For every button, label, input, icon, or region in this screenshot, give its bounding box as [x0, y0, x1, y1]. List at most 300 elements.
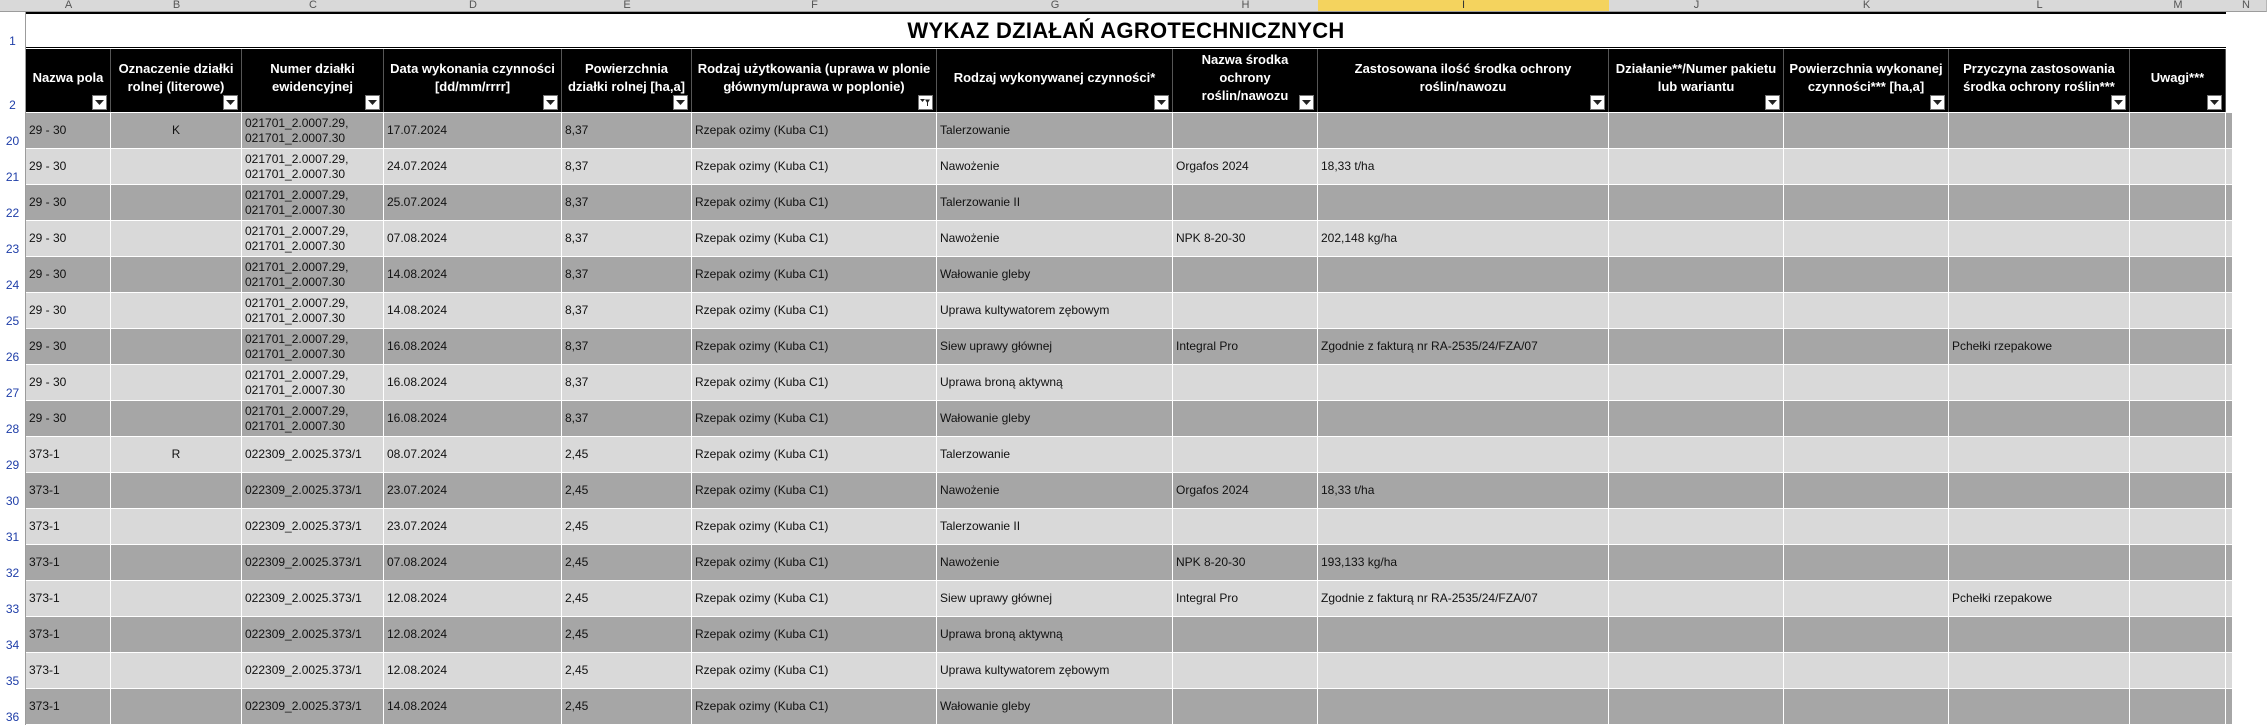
table-cell[interactable] [1949, 545, 2130, 581]
table-cell[interactable] [1609, 185, 1784, 221]
table-cell[interactable] [1949, 185, 2130, 221]
table-cell[interactable] [111, 545, 242, 581]
header-cell[interactable] [111, 49, 242, 112]
table-cell[interactable] [2130, 689, 2226, 725]
table-cell[interactable]: 022309_2.0025.373/1 [242, 509, 384, 545]
table-cell[interactable]: 021701_2.0007.29, 021701_2.0007.30 [242, 221, 384, 257]
table-cell[interactable]: 193,133 kg/ha [1318, 545, 1609, 581]
table-cell[interactable]: R [111, 437, 242, 473]
table-cell[interactable]: 8,37 [562, 149, 692, 185]
table-cell[interactable]: Uprawa broną aktywną [937, 617, 1173, 653]
filter-dropdown-icon[interactable] [223, 95, 238, 110]
table-cell[interactable]: Rzepak ozimy (Kuba C1) [692, 437, 937, 473]
table-cell[interactable] [1318, 509, 1609, 545]
table-cell[interactable] [1318, 653, 1609, 689]
table-cell[interactable]: 2,45 [562, 473, 692, 509]
table-cell[interactable]: 2,45 [562, 689, 692, 725]
table-cell[interactable] [1318, 617, 1609, 653]
table-cell[interactable]: 8,37 [562, 365, 692, 401]
table-cell[interactable]: 2,45 [562, 437, 692, 473]
table-cell[interactable]: Rzepak ozimy (Kuba C1) [692, 473, 937, 509]
filter-dropdown-icon[interactable] [673, 95, 688, 110]
table-cell[interactable] [1609, 653, 1784, 689]
table-cell[interactable]: 29 - 30 [26, 257, 111, 293]
table-cell[interactable] [1609, 149, 1784, 185]
table-cell[interactable]: Pchełki rzepakowe [1949, 329, 2130, 365]
table-cell[interactable] [111, 257, 242, 293]
table-cell[interactable] [1173, 617, 1318, 653]
table-cell[interactable]: 022309_2.0025.373/1 [242, 473, 384, 509]
table-cell[interactable]: 8,37 [562, 401, 692, 437]
table-cell[interactable] [2130, 113, 2226, 149]
table-cell[interactable]: 14.08.2024 [384, 689, 562, 725]
header-cell[interactable] [26, 49, 111, 112]
table-cell[interactable] [1784, 545, 1949, 581]
table-cell[interactable]: Nawożenie [937, 149, 1173, 185]
table-cell[interactable]: Siew uprawy głównej [937, 581, 1173, 617]
column-header-j[interactable]: J [1609, 0, 1785, 12]
table-cell-n[interactable] [2226, 149, 2233, 185]
column-header-h[interactable]: H [1173, 0, 1319, 12]
table-cell[interactable]: 8,37 [562, 257, 692, 293]
table-cell[interactable]: 07.08.2024 [384, 545, 562, 581]
table-cell[interactable]: 29 - 30 [26, 329, 111, 365]
table-cell[interactable] [1949, 365, 2130, 401]
table-cell[interactable]: Rzepak ozimy (Kuba C1) [692, 257, 937, 293]
table-cell[interactable]: 12.08.2024 [384, 581, 562, 617]
column-header-k[interactable]: K [1784, 0, 1950, 12]
table-cell[interactable] [1784, 509, 1949, 545]
table-cell[interactable]: 12.08.2024 [384, 653, 562, 689]
table-cell[interactable] [1784, 221, 1949, 257]
table-cell[interactable]: 021701_2.0007.29, 021701_2.0007.30 [242, 329, 384, 365]
table-cell[interactable]: Talerzowanie [937, 113, 1173, 149]
table-cell[interactable]: Wałowanie gleby [937, 257, 1173, 293]
table-cell[interactable] [1609, 617, 1784, 653]
table-cell[interactable] [111, 221, 242, 257]
table-cell[interactable]: Rzepak ozimy (Kuba C1) [692, 185, 937, 221]
row-header-23[interactable]: 23 [0, 221, 26, 257]
table-cell[interactable]: 12.08.2024 [384, 617, 562, 653]
table-cell[interactable]: Orgafos 2024 [1173, 473, 1318, 509]
table-cell[interactable]: Siew uprawy głównej [937, 329, 1173, 365]
table-cell[interactable]: Rzepak ozimy (Kuba C1) [692, 617, 937, 653]
table-cell[interactable] [1609, 257, 1784, 293]
filter-dropdown-icon[interactable] [2207, 95, 2222, 110]
table-cell[interactable] [1609, 221, 1784, 257]
row-header-22[interactable]: 22 [0, 185, 26, 221]
table-cell[interactable] [111, 653, 242, 689]
filter-dropdown-icon[interactable] [2111, 95, 2126, 110]
filter-dropdown-icon[interactable] [365, 95, 380, 110]
table-cell[interactable]: 021701_2.0007.29, 021701_2.0007.30 [242, 149, 384, 185]
table-cell-n[interactable] [2226, 329, 2233, 365]
table-cell[interactable]: 021701_2.0007.29, 021701_2.0007.30 [242, 185, 384, 221]
table-cell[interactable] [1609, 365, 1784, 401]
row-header-26[interactable]: 26 [0, 329, 26, 365]
header-cell[interactable] [2130, 49, 2226, 112]
table-cell[interactable] [1949, 293, 2130, 329]
table-cell[interactable]: Rzepak ozimy (Kuba C1) [692, 509, 937, 545]
table-cell[interactable] [111, 689, 242, 725]
table-cell[interactable] [2130, 365, 2226, 401]
table-cell[interactable] [1609, 473, 1784, 509]
table-cell[interactable] [1173, 365, 1318, 401]
table-cell[interactable]: Rzepak ozimy (Kuba C1) [692, 329, 937, 365]
table-cell[interactable]: 08.07.2024 [384, 437, 562, 473]
table-cell[interactable]: Rzepak ozimy (Kuba C1) [692, 149, 937, 185]
table-cell[interactable] [1173, 257, 1318, 293]
table-cell[interactable] [2130, 581, 2226, 617]
table-cell[interactable]: Rzepak ozimy (Kuba C1) [692, 581, 937, 617]
table-cell[interactable]: 16.08.2024 [384, 329, 562, 365]
table-cell[interactable]: Nawożenie [937, 473, 1173, 509]
table-cell[interactable] [2130, 401, 2226, 437]
table-cell[interactable] [1784, 689, 1949, 725]
table-cell[interactable]: 23.07.2024 [384, 509, 562, 545]
row-header-1[interactable]: 1 [0, 12, 26, 49]
column-header-c[interactable]: C [242, 0, 385, 12]
table-cell[interactable] [1949, 473, 2130, 509]
row-header-34[interactable]: 34 [0, 617, 26, 653]
column-header-b[interactable]: B [111, 0, 243, 12]
table-cell[interactable]: 23.07.2024 [384, 473, 562, 509]
table-cell[interactable] [1949, 401, 2130, 437]
table-cell[interactable]: 07.08.2024 [384, 221, 562, 257]
table-cell[interactable]: 373-1 [26, 617, 111, 653]
table-cell[interactable] [1609, 329, 1784, 365]
header-cell[interactable] [1318, 49, 1609, 112]
table-cell[interactable] [1784, 329, 1949, 365]
header-cell[interactable] [562, 49, 692, 112]
row-header-2[interactable]: 2 [0, 49, 26, 113]
table-cell[interactable]: K [111, 113, 242, 149]
table-cell[interactable] [111, 473, 242, 509]
filter-active-icon[interactable] [918, 95, 933, 110]
column-header-n[interactable]: N [2226, 0, 2267, 12]
row-header-25[interactable]: 25 [0, 293, 26, 329]
table-cell[interactable]: 373-1 [26, 689, 111, 725]
column-header-e[interactable]: E [562, 0, 693, 12]
table-cell-n[interactable] [2226, 401, 2233, 437]
table-cell[interactable]: Rzepak ozimy (Kuba C1) [692, 293, 937, 329]
table-cell[interactable]: 021701_2.0007.29, 021701_2.0007.30 [242, 293, 384, 329]
table-cell[interactable]: Rzepak ozimy (Kuba C1) [692, 545, 937, 581]
table-cell[interactable]: 022309_2.0025.373/1 [242, 653, 384, 689]
table-cell[interactable] [1949, 257, 2130, 293]
table-cell[interactable]: Rzepak ozimy (Kuba C1) [692, 653, 937, 689]
row-header-29[interactable]: 29 [0, 437, 26, 473]
table-cell[interactable] [111, 185, 242, 221]
table-cell[interactable]: Uprawa kultywatorem zębowym [937, 293, 1173, 329]
table-cell[interactable]: 373-1 [26, 653, 111, 689]
table-cell[interactable]: 24.07.2024 [384, 149, 562, 185]
table-cell[interactable]: Nawożenie [937, 545, 1173, 581]
table-cell[interactable] [2130, 509, 2226, 545]
table-cell[interactable]: 022309_2.0025.373/1 [242, 437, 384, 473]
table-cell[interactable]: Wałowanie gleby [937, 401, 1173, 437]
table-cell-n[interactable] [2226, 365, 2233, 401]
filter-dropdown-icon[interactable] [1765, 95, 1780, 110]
row-header-33[interactable]: 33 [0, 581, 26, 617]
header-cell[interactable] [1609, 49, 1784, 112]
row-header-31[interactable]: 31 [0, 509, 26, 545]
table-cell[interactable] [1784, 365, 1949, 401]
row-header-21[interactable]: 21 [0, 149, 26, 185]
table-cell[interactable] [1609, 689, 1784, 725]
table-cell-n[interactable] [2226, 617, 2233, 653]
table-cell-n[interactable] [2226, 653, 2233, 689]
table-cell[interactable] [2130, 329, 2226, 365]
table-cell[interactable] [2130, 257, 2226, 293]
table-cell[interactable]: 022309_2.0025.373/1 [242, 545, 384, 581]
table-cell[interactable] [1173, 689, 1318, 725]
table-cell[interactable]: Rzepak ozimy (Kuba C1) [692, 221, 937, 257]
table-cell[interactable] [1318, 257, 1609, 293]
header-cell[interactable] [1173, 49, 1318, 112]
table-cell[interactable]: 29 - 30 [26, 149, 111, 185]
table-cell[interactable]: 8,37 [562, 221, 692, 257]
table-cell[interactable] [2130, 185, 2226, 221]
table-cell[interactable]: Wałowanie gleby [937, 689, 1173, 725]
table-cell[interactable]: 022309_2.0025.373/1 [242, 689, 384, 725]
table-cell[interactable]: 2,45 [562, 581, 692, 617]
header-label: Data wykonania czynności [dd/mm/rrrr] [390, 60, 555, 94]
table-cell[interactable]: 022309_2.0025.373/1 [242, 617, 384, 653]
table-cell[interactable]: 16.08.2024 [384, 401, 562, 437]
header-cell[interactable] [937, 49, 1173, 112]
table-cell[interactable] [1318, 293, 1609, 329]
table-cell[interactable]: 16.08.2024 [384, 365, 562, 401]
table-cell[interactable] [1173, 401, 1318, 437]
table-cell[interactable] [1173, 293, 1318, 329]
table-cell[interactable] [1784, 437, 1949, 473]
row-header-35[interactable]: 35 [0, 653, 26, 689]
table-cell[interactable] [1609, 113, 1784, 149]
table-cell[interactable]: 8,37 [562, 113, 692, 149]
table-cell-n[interactable] [2226, 473, 2233, 509]
table-cell[interactable]: 373-1 [26, 545, 111, 581]
table-cell[interactable]: 8,37 [562, 185, 692, 221]
table-cell[interactable] [1609, 581, 1784, 617]
table-cell[interactable]: 373-1 [26, 509, 111, 545]
row-header-36[interactable]: 36 [0, 689, 26, 725]
table-cell[interactable]: 021701_2.0007.29, 021701_2.0007.30 [242, 257, 384, 293]
table-cell[interactable] [1318, 185, 1609, 221]
table-cell[interactable]: 2,45 [562, 617, 692, 653]
filter-dropdown-icon[interactable] [1590, 95, 1605, 110]
column-header-i[interactable]: I [1318, 0, 1610, 12]
column-header-d[interactable]: D [384, 0, 563, 12]
table-cell[interactable] [1609, 293, 1784, 329]
table-cell[interactable]: 021701_2.0007.29, 021701_2.0007.30 [242, 113, 384, 149]
table-cell[interactable] [111, 329, 242, 365]
row-header-30[interactable]: 30 [0, 473, 26, 509]
table-cell[interactable] [1318, 401, 1609, 437]
table-cell[interactable]: Integral Pro [1173, 329, 1318, 365]
table-cell[interactable] [111, 149, 242, 185]
table-cell[interactable] [1173, 185, 1318, 221]
table-cell[interactable] [1949, 617, 2130, 653]
table-cell[interactable] [1609, 401, 1784, 437]
table-cell[interactable]: NPK 8-20-30 [1173, 545, 1318, 581]
table-cell[interactable]: Zgodnie z fakturą nr RA-2535/24/FZA/07 [1318, 581, 1609, 617]
table-cell-n[interactable] [2226, 689, 2233, 725]
table-cell-n[interactable] [2226, 221, 2233, 257]
table-cell[interactable] [2130, 653, 2226, 689]
table-cell[interactable] [1784, 617, 1949, 653]
table-cell[interactable]: 18,33 t/ha [1318, 149, 1609, 185]
table-cell-n[interactable] [2226, 545, 2233, 581]
table-cell[interactable] [2130, 545, 2226, 581]
table-cell[interactable] [1949, 149, 2130, 185]
table-cell-n[interactable] [2226, 581, 2233, 617]
table-cell[interactable]: 373-1 [26, 473, 111, 509]
table-cell[interactable] [1949, 221, 2130, 257]
table-cell[interactable]: 202,148 kg/ha [1318, 221, 1609, 257]
table-cell[interactable]: Rzepak ozimy (Kuba C1) [692, 689, 937, 725]
table-cell[interactable]: Rzepak ozimy (Kuba C1) [692, 113, 937, 149]
table-cell[interactable]: 29 - 30 [26, 113, 111, 149]
header-cell[interactable] [384, 49, 562, 112]
table-cell-n[interactable] [2226, 509, 2233, 545]
table-cell[interactable]: Zgodnie z fakturą nr RA-2535/24/FZA/07 [1318, 329, 1609, 365]
table-cell[interactable]: NPK 8-20-30 [1173, 221, 1318, 257]
table-cell[interactable]: 8,37 [562, 329, 692, 365]
table-cell[interactable] [111, 617, 242, 653]
table-cell[interactable]: 14.08.2024 [384, 257, 562, 293]
table-cell[interactable]: 373-1 [26, 581, 111, 617]
filter-dropdown-icon[interactable] [1299, 95, 1314, 110]
header-cell[interactable] [692, 49, 937, 112]
table-cell[interactable]: Talerzowanie [937, 437, 1173, 473]
table-cell[interactable]: 373-1 [26, 437, 111, 473]
row-header-27[interactable]: 27 [0, 365, 26, 401]
table-cell[interactable]: 14.08.2024 [384, 293, 562, 329]
table-cell[interactable]: 2,45 [562, 545, 692, 581]
table-cell[interactable] [1949, 509, 2130, 545]
table-cell[interactable] [1784, 113, 1949, 149]
table-cell[interactable] [1173, 437, 1318, 473]
table-cell[interactable] [1609, 437, 1784, 473]
table-cell-n[interactable] [2226, 185, 2233, 221]
table-cell[interactable] [1173, 509, 1318, 545]
table-cell[interactable] [111, 401, 242, 437]
table-cell[interactable]: 29 - 30 [26, 401, 111, 437]
table-cell[interactable] [1609, 509, 1784, 545]
table-cell[interactable] [1609, 545, 1784, 581]
table-cell[interactable] [2130, 293, 2226, 329]
column-header-a[interactable]: A [26, 0, 112, 12]
table-cell[interactable]: 29 - 30 [26, 221, 111, 257]
table-cell[interactable]: Pchełki rzepakowe [1949, 581, 2130, 617]
table-cell[interactable] [111, 365, 242, 401]
table-cell[interactable] [1173, 113, 1318, 149]
row-header-28[interactable]: 28 [0, 401, 26, 437]
table-cell[interactable] [1318, 437, 1609, 473]
table-cell[interactable]: 021701_2.0007.29, 021701_2.0007.30 [242, 401, 384, 437]
table-cell[interactable] [2130, 473, 2226, 509]
header-cell[interactable] [1949, 49, 2130, 112]
table-cell-n[interactable] [2226, 293, 2233, 329]
table-cell[interactable]: Nawożenie [937, 221, 1173, 257]
table-cell[interactable]: 29 - 30 [26, 365, 111, 401]
table-cell[interactable] [1318, 689, 1609, 725]
table-cell[interactable]: 29 - 30 [26, 293, 111, 329]
table-cell[interactable] [2130, 437, 2226, 473]
table-cell[interactable] [1784, 653, 1949, 689]
table-cell[interactable]: 17.07.2024 [384, 113, 562, 149]
table-cell[interactable] [1784, 293, 1949, 329]
select-all-corner[interactable] [0, 0, 27, 12]
table-cell[interactable] [1318, 113, 1609, 149]
table-cell[interactable] [1318, 365, 1609, 401]
table-cell[interactable]: Uprawa broną aktywną [937, 365, 1173, 401]
table-cell[interactable] [1784, 581, 1949, 617]
filter-dropdown-icon[interactable] [92, 95, 107, 110]
filter-dropdown-icon[interactable] [1930, 95, 1945, 110]
table-cell[interactable] [1949, 653, 2130, 689]
table-cell[interactable] [111, 509, 242, 545]
table-cell[interactable] [1784, 257, 1949, 293]
table-cell[interactable]: Rzepak ozimy (Kuba C1) [692, 401, 937, 437]
table-cell[interactable]: 022309_2.0025.373/1 [242, 581, 384, 617]
table-cell[interactable] [1784, 401, 1949, 437]
table-cell[interactable]: Rzepak ozimy (Kuba C1) [692, 365, 937, 401]
table-cell[interactable]: 021701_2.0007.29, 021701_2.0007.30 [242, 365, 384, 401]
table-cell[interactable]: 2,45 [562, 653, 692, 689]
table-cell[interactable] [1949, 113, 2130, 149]
table-cell[interactable]: 25.07.2024 [384, 185, 562, 221]
table-cell[interactable] [111, 581, 242, 617]
table-cell[interactable]: 18,33 t/ha [1318, 473, 1609, 509]
row-header-20[interactable]: 20 [0, 113, 26, 149]
table-cell[interactable]: 8,37 [562, 293, 692, 329]
table-cell[interactable] [2130, 149, 2226, 185]
table-cell[interactable]: 2,45 [562, 509, 692, 545]
filter-dropdown-icon[interactable] [1154, 95, 1169, 110]
table-cell[interactable] [1784, 473, 1949, 509]
header-cell[interactable] [1784, 49, 1949, 112]
table-cell[interactable] [1949, 689, 2130, 725]
column-header-l[interactable]: L [1949, 0, 2131, 12]
table-cell[interactable] [1173, 653, 1318, 689]
table-cell[interactable]: 29 - 30 [26, 185, 111, 221]
table-cell-n[interactable] [2226, 437, 2233, 473]
table-cell[interactable] [2130, 617, 2226, 653]
filter-dropdown-icon[interactable] [543, 95, 558, 110]
table-cell-n[interactable] [2226, 113, 2233, 149]
table-cell[interactable] [1784, 185, 1949, 221]
row-header-32[interactable]: 32 [0, 545, 26, 581]
table-cell[interactable]: Orgafos 2024 [1173, 149, 1318, 185]
header-cell[interactable] [242, 49, 384, 112]
row-header-24[interactable]: 24 [0, 257, 26, 293]
table-cell[interactable] [1949, 437, 2130, 473]
table-cell[interactable] [2130, 221, 2226, 257]
table-cell-n[interactable] [2226, 257, 2233, 293]
table-cell[interactable]: Integral Pro [1173, 581, 1318, 617]
table-cell[interactable] [111, 293, 242, 329]
table-cell[interactable]: Uprawa kultywatorem zębowym [937, 653, 1173, 689]
header-label: Oznaczenie działki rolnej (literowe) [118, 60, 234, 94]
table-cell[interactable]: Talerzowanie II [937, 509, 1173, 545]
column-header-g[interactable]: G [937, 0, 1174, 12]
column-header-m[interactable]: M [2130, 0, 2227, 12]
table-cell[interactable] [1784, 149, 1949, 185]
column-header-f[interactable]: F [692, 0, 938, 12]
table-cell[interactable]: Talerzowanie II [937, 185, 1173, 221]
